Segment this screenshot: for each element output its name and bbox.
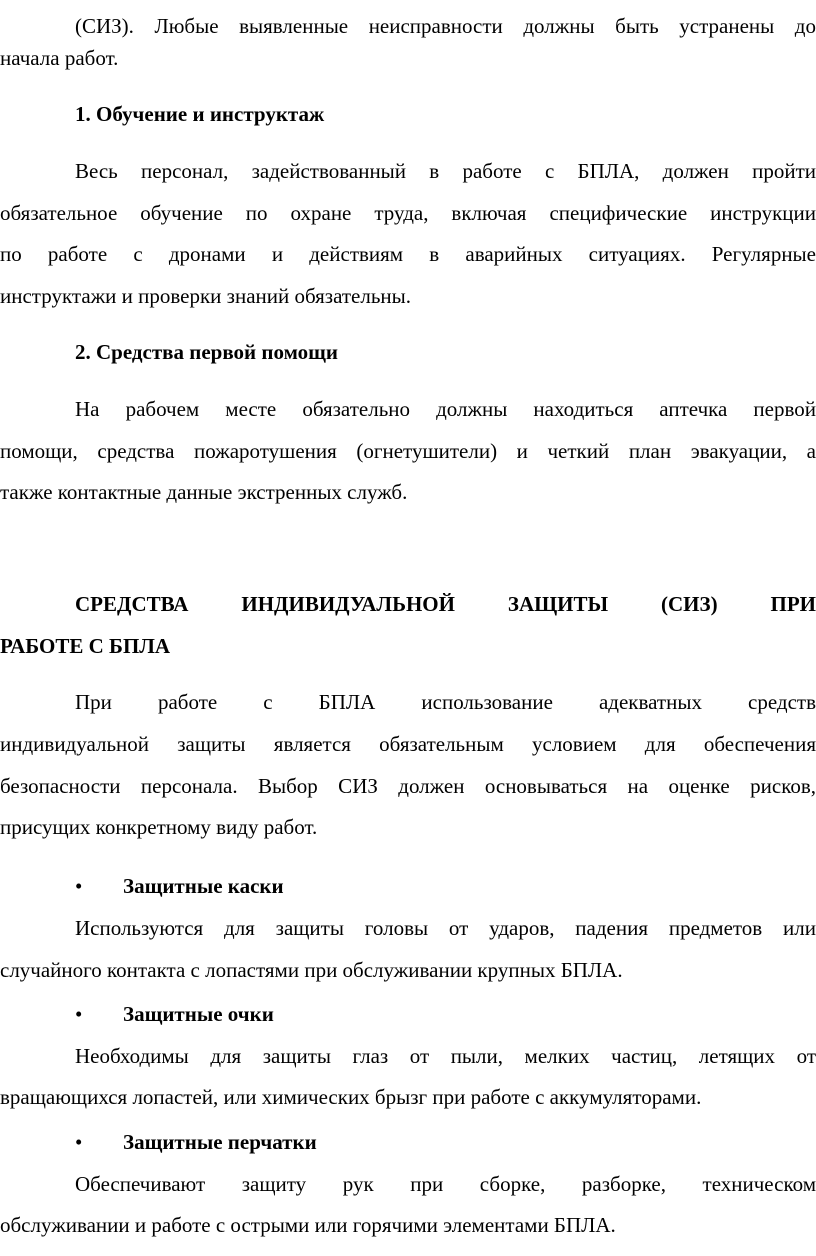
section-title: РАБОТЕ С БПЛА [0, 634, 171, 658]
paragraph-line: Необходимы для защиты глаз от пыли, мелких частиц, летящих от [75, 1044, 816, 1068]
paragraph-line: Используются для защиты головы от ударов, падения предметов или [75, 916, 816, 940]
paragraph-line: инструктажи и проверки знаний обязательны. [0, 284, 412, 308]
paragraph-line: начала работ. [0, 46, 119, 70]
paragraph-line: Обеспечивают защиту рук при сборке, разборке, техническом [75, 1172, 816, 1196]
section-heading-first-aid: 2. Средства первой помощи [75, 340, 338, 364]
paragraph-line: На рабочем месте обязательно должны находиться аптечка первой [75, 397, 816, 421]
paragraph-line: обслуживании и работе с острыми или горячими элементами БПЛА. [0, 1213, 616, 1237]
paragraph-line: присущих конкретному виду работ. [0, 815, 318, 839]
paragraph-line: Весь персонал, задействованный в работе с БПЛА, должен пройти [75, 159, 816, 183]
paragraph-line: индивидуальной защиты является обязательным условием для обеспечения [0, 732, 816, 756]
paragraph-line: помощи, средства пожаротушения (огнетушители) и четкий план эвакуации, а [0, 439, 816, 463]
bullet-icon: • [75, 1130, 83, 1154]
bullet-heading-helmets: Защитные каски [123, 874, 284, 898]
paragraph-line: При работе с БПЛА использование адекватных средств [75, 690, 816, 714]
paragraph-line: безопасности персонала. Выбор СИЗ должен основываться на оценке рисков, [0, 774, 816, 798]
paragraph-line: также контактные данные экстренных служб. [0, 480, 408, 504]
paragraph-line: случайного контакта с лопастями при обслуживании крупных БПЛА. [0, 958, 623, 982]
section-heading-training: 1. Обучение и инструктаж [75, 102, 325, 126]
paragraph-line: вращающихся лопастей, или химических брызг при работе с аккумуляторами. [0, 1085, 702, 1109]
section-title: СРЕДСТВА ИНДИВИДУАЛЬНОЙ ЗАЩИТЫ (СИЗ) ПРИ [75, 592, 816, 616]
bullet-heading-goggles: Защитные очки [123, 1002, 274, 1026]
paragraph-line: обязательное обучение по охране труда, включая специфические инструкции [0, 201, 816, 225]
bullet-heading-gloves: Защитные перчатки [123, 1130, 317, 1154]
bullet-icon: • [75, 874, 83, 898]
paragraph-line: по работе с дронами и действиям в аварийных ситуациях. Регулярные [0, 242, 816, 266]
bullet-icon: • [75, 1002, 83, 1026]
paragraph-line: (СИЗ). Любые выявленные неисправности должны быть устранены до [75, 14, 816, 38]
